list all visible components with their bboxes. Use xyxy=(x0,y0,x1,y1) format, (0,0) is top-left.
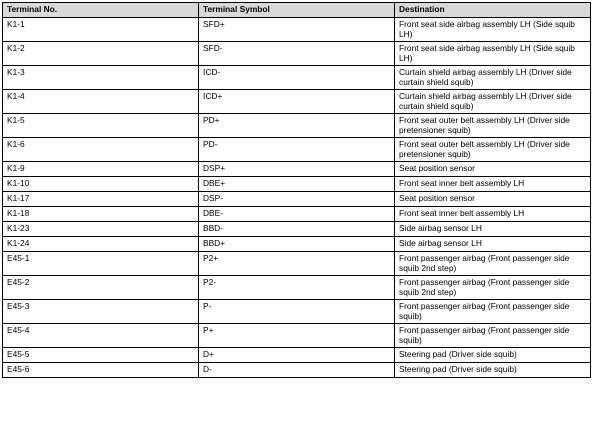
cell-terminal-no: K1-24 xyxy=(3,237,199,252)
cell-terminal-no: K1-3 xyxy=(3,66,199,90)
cell-destination: Front seat side airbag assembly LH (Side squib LH) xyxy=(395,42,591,66)
table-row xyxy=(3,363,591,378)
cell-destination: Front passenger airbag (Front passenger side squib 2nd step) xyxy=(395,276,591,300)
cell-terminal-symbol: DSP+ xyxy=(199,162,395,177)
table-row xyxy=(3,252,591,276)
cell-terminal-no: E45-4 xyxy=(3,324,199,348)
cell-destination: Side airbag sensor LH xyxy=(395,237,591,252)
header-terminal-symbol: Terminal Symbol xyxy=(199,3,395,18)
cell-terminal-no: K1-17 xyxy=(3,192,199,207)
header-terminal-no: Terminal No. xyxy=(3,3,199,18)
cell-terminal-symbol: DSP- xyxy=(199,192,395,207)
cell-terminal-symbol: PD- xyxy=(199,138,395,162)
cell-terminal-no: E45-2 xyxy=(3,276,199,300)
cell-destination: Front seat inner belt assembly LH xyxy=(395,177,591,192)
cell-destination: Curtain shield airbag assembly LH (Driver side curtain shield squib) xyxy=(395,66,591,90)
cell-terminal-no: E45-3 xyxy=(3,300,199,324)
cell-terminal-symbol: BBD+ xyxy=(199,237,395,252)
cell-destination: Front seat outer belt assembly LH (Driver side pretensioner squib) xyxy=(395,138,591,162)
cell-terminal-no: E45-5 xyxy=(3,348,199,363)
cell-destination: Side airbag sensor LH xyxy=(395,222,591,237)
table-row xyxy=(3,348,591,363)
cell-terminal-no: K1-4 xyxy=(3,90,199,114)
table-row xyxy=(3,237,591,252)
cell-destination: Front passenger airbag (Front passenger side squib) xyxy=(395,300,591,324)
cell-terminal-no: E45-1 xyxy=(3,252,199,276)
table-row xyxy=(3,276,591,300)
table-row xyxy=(3,207,591,222)
cell-terminal-symbol: D- xyxy=(199,363,395,378)
cell-destination: Seat position sensor xyxy=(395,192,591,207)
cell-terminal-no: K1-6 xyxy=(3,138,199,162)
table-body xyxy=(3,18,591,378)
cell-terminal-symbol: PD+ xyxy=(199,114,395,138)
cell-terminal-symbol: P+ xyxy=(199,324,395,348)
cell-destination: Front seat inner belt assembly LH xyxy=(395,207,591,222)
cell-terminal-symbol: ICD- xyxy=(199,66,395,90)
cell-terminal-no: K1-1 xyxy=(3,18,199,42)
cell-terminal-symbol: ICD+ xyxy=(199,90,395,114)
table-row xyxy=(3,300,591,324)
cell-terminal-symbol: SFD+ xyxy=(199,18,395,42)
cell-terminal-symbol: BBD- xyxy=(199,222,395,237)
cell-terminal-symbol: D+ xyxy=(199,348,395,363)
table-row xyxy=(3,324,591,348)
table-row xyxy=(3,177,591,192)
table-row xyxy=(3,162,591,177)
cell-terminal-no: K1-5 xyxy=(3,114,199,138)
table-row xyxy=(3,42,591,66)
cell-terminal-no: K1-9 xyxy=(3,162,199,177)
cell-terminal-symbol: DBE+ xyxy=(199,177,395,192)
cell-terminal-symbol: SFD- xyxy=(199,42,395,66)
cell-terminal-symbol: DBE- xyxy=(199,207,395,222)
table-row xyxy=(3,18,591,42)
header-destination: Destination xyxy=(395,3,591,18)
cell-terminal-no: K1-10 xyxy=(3,177,199,192)
cell-destination: Front passenger airbag (Front passenger side squib 2nd step) xyxy=(395,252,591,276)
table-row xyxy=(3,66,591,90)
cell-terminal-symbol: P2+ xyxy=(199,252,395,276)
cell-terminal-no: K1-2 xyxy=(3,42,199,66)
cell-terminal-no: K1-18 xyxy=(3,207,199,222)
table-row xyxy=(3,138,591,162)
cell-destination: Steering pad (Driver side squib) xyxy=(395,363,591,378)
cell-destination: Curtain shield airbag assembly LH (Driver side curtain shield squib) xyxy=(395,90,591,114)
terminal-table xyxy=(2,2,591,378)
cell-terminal-no: E45-6 xyxy=(3,363,199,378)
table-row xyxy=(3,114,591,138)
cell-destination: Seat position sensor xyxy=(395,162,591,177)
cell-terminal-symbol: P2- xyxy=(199,276,395,300)
cell-terminal-no: K1-23 xyxy=(3,222,199,237)
table-row xyxy=(3,222,591,237)
header-row xyxy=(3,3,591,18)
cell-destination: Front seat side airbag assembly LH (Side squib LH) xyxy=(395,18,591,42)
cell-terminal-symbol: P- xyxy=(199,300,395,324)
table-row xyxy=(3,192,591,207)
cell-destination: Steering pad (Driver side squib) xyxy=(395,348,591,363)
cell-destination: Front seat outer belt assembly LH (Driver side pretensioner squib) xyxy=(395,114,591,138)
cell-destination: Front passenger airbag (Front passenger side squib) xyxy=(395,324,591,348)
table-row xyxy=(3,90,591,114)
